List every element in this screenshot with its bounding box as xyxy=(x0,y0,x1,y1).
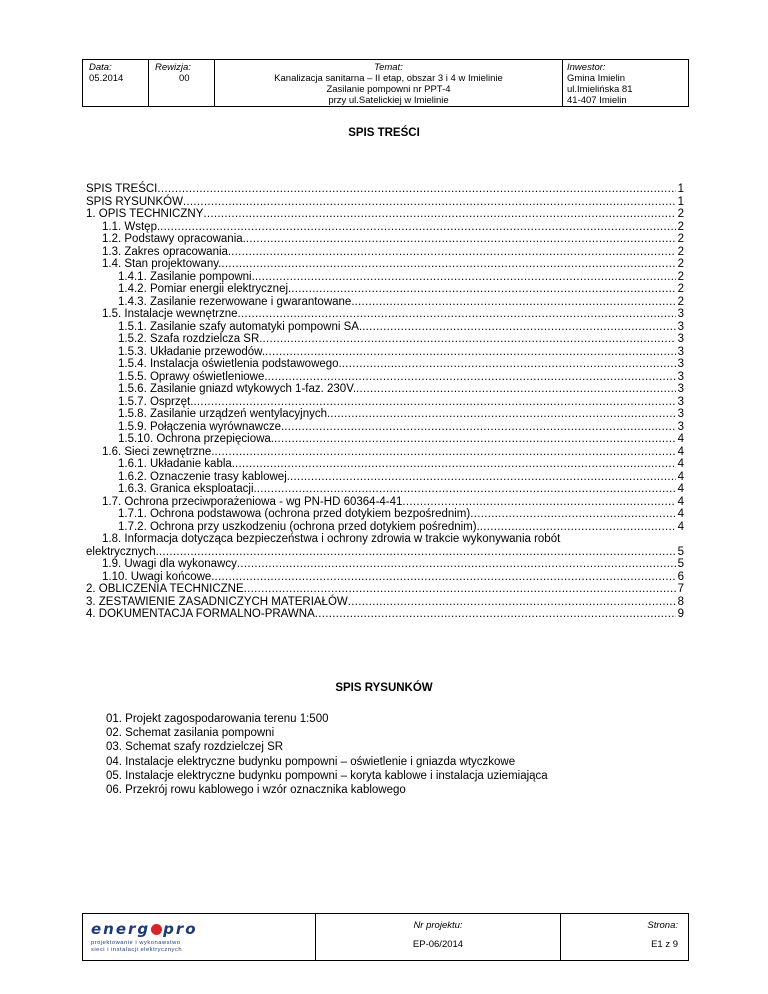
toc-dot-leader xyxy=(284,421,675,434)
toc-entry-page: 2 xyxy=(677,233,684,245)
toc-entry-title: 1.7.2. Ochrona przy uszkodzeniu (ochrona przed dotykiem pośrednim). xyxy=(118,520,480,533)
toc-entry[interactable] xyxy=(86,433,684,446)
toc-entry[interactable] xyxy=(86,421,684,434)
toc-entry[interactable] xyxy=(86,446,684,459)
toc-entry-title: 1.5.2. Szafa rozdzielcza SR. xyxy=(118,333,263,345)
toc-entry-title: 1.10. Uwagi końcowe. xyxy=(102,570,215,583)
footer-table xyxy=(82,913,689,961)
toc-entry-page: 8 xyxy=(677,595,684,608)
toc-dot-leader xyxy=(231,246,675,259)
toc-entry-page: 5 xyxy=(677,558,684,570)
logo-wordmark: energ pro xyxy=(91,920,198,938)
toc-entry-page: 7 xyxy=(677,583,684,595)
toc-dot-leader xyxy=(402,496,675,509)
toc-entry[interactable] xyxy=(86,258,684,271)
toc-entry-title: 2. OBLICZENIA TECHNICZNE xyxy=(86,583,244,595)
toc-entry[interactable] xyxy=(86,571,684,584)
toc-entry-title: 1.5.5. Oprawy oświetleniowe. xyxy=(118,370,268,383)
toc-entry-title: 1.6.3. Granica eksploatacji. xyxy=(118,483,257,495)
toc-entry-page: 4 xyxy=(677,520,684,533)
toc-entry-title: 1.2. Podstawy opracowania. xyxy=(102,233,246,245)
logo-subtitle: sieci i instalacji elektrycznych xyxy=(91,947,183,953)
toc-entry-page: 9 xyxy=(677,608,684,620)
toc-entry-page: 3 xyxy=(677,408,684,420)
drawing-item: 01. Projekt zagospodarowania terenu 1:500 xyxy=(106,713,329,725)
toc-entry[interactable] xyxy=(86,233,684,246)
toc-entry-title: 1.5.10. Ochrona przepięciowa. xyxy=(118,433,274,445)
toc-dot-leader xyxy=(342,358,676,371)
toc-dot-leader xyxy=(470,508,675,521)
toc-entry-title: SPIS TREŚCI xyxy=(86,183,158,195)
topic-line: Kanalizacja sanitarna – II etap, obszar 3 i 4 w Imielinie xyxy=(274,73,503,84)
investor-line: ul.Imielińska 81 xyxy=(567,84,633,95)
toc-dot-leader xyxy=(160,221,675,234)
toc-dot-leader xyxy=(159,546,676,559)
toc-dot-leader xyxy=(235,458,676,471)
toc-entry-title: 1.5.4. Instalacja oświetlenia podstawowego. xyxy=(118,358,342,370)
investor-cell xyxy=(563,60,688,106)
date-cell xyxy=(83,60,149,106)
toc-entry-page: 4 xyxy=(677,470,684,483)
toc-dot-leader xyxy=(274,433,676,446)
toc-entry-page: 3 xyxy=(677,345,684,358)
toc-entry-page: 4 xyxy=(677,508,684,520)
toc-dot-leader xyxy=(203,208,675,221)
toc-entry-title: elektrycznych. xyxy=(86,545,159,558)
toc-entry-page: 3 xyxy=(677,358,684,370)
toc-entry-title: 1.6. Sieci zewnętrzne. xyxy=(102,445,215,458)
toc-dot-leader xyxy=(244,583,676,596)
toc-entry-page: 3 xyxy=(677,320,684,333)
drawings-heading: SPIS RYSUNKÓW xyxy=(335,682,433,694)
toc-dot-leader xyxy=(221,258,675,271)
toc-entry-title: 1.5.9. Połączenia wyrównawcze. xyxy=(118,420,285,433)
toc-entry-page: 4 xyxy=(677,495,684,508)
investor-line: 41-407 Imielin xyxy=(567,95,627,106)
toc-entry-title: 1.6.2. Oznaczenie trasy kablowej. xyxy=(118,470,290,483)
toc-dot-leader xyxy=(262,333,675,346)
toc-entry[interactable] xyxy=(86,321,684,334)
toc-entry-title: 1.5.8. Zasilanie urządzeń wentylacyjnych. xyxy=(118,408,331,420)
toc-entry-title: 1.8. Informacja dotycząca bezpieczeństwa i ochrony zdrowia w trakcie wykonywania robót xyxy=(102,533,561,545)
toc-entry-title: SPIS RYSUNKÓW xyxy=(86,195,183,208)
toc-entry-title: 1.7.1. Ochrona podstawowa (ochrona przed dotykiem bezpośrednim) xyxy=(118,508,471,520)
toc-entry[interactable] xyxy=(86,533,684,546)
topic-line: Zasilanie pompowni nr PPT-4 xyxy=(326,84,451,95)
toc-dot-leader xyxy=(215,446,676,459)
toc-entry[interactable] xyxy=(86,271,684,284)
toc-heading: SPIS TREŚCI xyxy=(348,127,420,139)
toc-entry[interactable] xyxy=(86,546,684,559)
toc-dot-leader xyxy=(257,483,676,496)
revision-value: 00 xyxy=(179,73,190,84)
toc-entry[interactable] xyxy=(86,558,684,571)
toc-entry[interactable] xyxy=(86,371,684,384)
toc-entry[interactable] xyxy=(86,221,684,234)
toc-entry-title: 4. DOKUMENTACJA FORMALNO-PRAWNA xyxy=(86,608,315,620)
investor-line: Gmina Imielin xyxy=(567,73,626,84)
toc-dot-leader xyxy=(255,271,676,284)
toc-entry-page: 1 xyxy=(677,195,684,208)
toc-entry-page: 2 xyxy=(677,295,684,308)
toc-entry-title: 1.9. Uwagi dla wykonawcy xyxy=(102,558,237,570)
toc-entry-page: 4 xyxy=(677,483,684,495)
toc-entry-page: 2 xyxy=(677,220,684,233)
topic-cell xyxy=(215,60,563,106)
toc-dot-leader xyxy=(238,308,676,321)
toc-entry-title: 1.3. Zakres opracowania. xyxy=(102,245,232,258)
toc-entry-title: 1.5.3. Układanie przewodów. xyxy=(118,345,266,358)
toc-entry[interactable] xyxy=(86,296,684,309)
topic-label: Temat: xyxy=(374,62,403,73)
toc-entry-page: 4 xyxy=(677,433,684,445)
toc-entry-title: 1.4.2. Pomiar energii elektrycznej. xyxy=(118,283,292,295)
toc-entry[interactable] xyxy=(86,521,684,534)
toc-entry-title: 1.6.1. Układanie kabla. xyxy=(118,458,235,470)
toc-entry-page: 2 xyxy=(677,283,684,295)
drawing-item: 06. Przekrój rowu kablowego i wzór oznacznika kablowego xyxy=(106,784,406,797)
toc-dot-leader xyxy=(265,346,676,359)
toc-entry-page: 2 xyxy=(677,258,684,270)
toc-dot-leader xyxy=(355,296,676,309)
toc-entry[interactable] xyxy=(86,483,684,496)
toc-entry[interactable] xyxy=(86,471,684,484)
page-cell xyxy=(561,914,688,960)
toc-dot-leader xyxy=(157,183,675,196)
table-of-contents xyxy=(86,183,684,621)
toc-entry[interactable] xyxy=(86,183,684,196)
logo-subtitle: projektowanie i wykonawstwo xyxy=(91,940,181,946)
revision-cell xyxy=(149,60,215,106)
logo-dot-icon xyxy=(151,924,162,935)
toc-entry[interactable] xyxy=(86,208,684,221)
toc-entry-title: 1.4.3. Zasilanie rezerwowane i gwarantowane. xyxy=(118,295,355,308)
drawings-list xyxy=(106,712,548,797)
toc-entry-page: 4 xyxy=(677,445,684,458)
toc-entry-title: 1.5. Instalacje wewnętrzne xyxy=(102,308,238,320)
company-logo xyxy=(91,921,213,955)
toc-entry[interactable] xyxy=(86,358,684,371)
toc-entry-page: 1 xyxy=(677,183,684,195)
date-value: 05.2014 xyxy=(89,73,124,84)
toc-entry-title: 1.5.1. Zasilanie szafy automatyki pompowni SA. xyxy=(118,320,363,333)
toc-dot-leader xyxy=(362,321,675,334)
toc-entry-title: 1.5.7. Osprzęt. xyxy=(118,395,194,408)
toc-entry-page: 3 xyxy=(677,395,684,408)
project-label: Nr projektu: xyxy=(413,920,463,931)
toc-dot-leader xyxy=(268,371,676,384)
toc-entry-page: 6 xyxy=(677,570,684,583)
drawing-item: 04. Instalacje elektryczne budynku pompowni – oświetlenie i gniazda wtyczkowe xyxy=(106,755,516,768)
topic-line: przy ul.Satelickiej w Imielinie xyxy=(328,95,449,106)
toc-entry[interactable] xyxy=(86,333,684,346)
toc-dot-leader xyxy=(290,471,676,484)
toc-entry-title: 1.4. Stan projektowany. xyxy=(102,258,222,270)
toc-entry[interactable] xyxy=(86,508,684,521)
toc-entry-title: 1.7. Ochrona przeciwporażeniowa - wg PN-HD 60364-4-41 xyxy=(102,495,403,508)
date-label: Data: xyxy=(89,62,112,73)
toc-entry[interactable] xyxy=(86,596,684,609)
toc-entry-title: 1. OPIS TECHNICZNY xyxy=(86,208,204,220)
toc-dot-leader xyxy=(356,383,676,396)
toc-entry-page: 3 xyxy=(677,420,684,433)
toc-entry[interactable] xyxy=(86,608,684,621)
toc-entry[interactable] xyxy=(86,583,684,596)
toc-entry-title: 1.1. Wstęp. xyxy=(102,220,161,233)
toc-entry[interactable] xyxy=(86,308,684,321)
toc-entry[interactable] xyxy=(86,346,684,359)
toc-entry-title: 1.4.1. Zasilanie pompowni. xyxy=(118,270,255,283)
logo-cell xyxy=(83,914,316,960)
investor-label: Inwestor: xyxy=(567,62,606,73)
toc-entry-page: 3 xyxy=(677,383,684,395)
toc-entry-page: 2 xyxy=(677,208,684,220)
toc-entry-title: 3. ZESTAWIENIE ZASADNICZYCH MATERIAŁÓW xyxy=(86,595,348,608)
toc-entry-page: 3 xyxy=(677,333,684,345)
toc-entry[interactable] xyxy=(86,196,684,209)
toc-entry-page: 2 xyxy=(677,245,684,258)
drawing-item: 02. Schemat zasilania pompowni xyxy=(106,727,275,740)
toc-dot-leader xyxy=(330,408,675,421)
toc-entry-page: 3 xyxy=(677,308,684,320)
project-value: EP-06/2014 xyxy=(412,939,464,950)
toc-entry-page: 2 xyxy=(677,270,684,283)
toc-entry[interactable] xyxy=(86,396,684,409)
toc-entry[interactable] xyxy=(86,496,684,509)
drawing-item: 03. Schemat szafy rozdzielczej SR xyxy=(106,741,284,754)
toc-entry-page: 5 xyxy=(677,545,684,558)
toc-entry[interactable] xyxy=(86,458,684,471)
toc-entry[interactable] xyxy=(86,246,684,259)
toc-dot-leader xyxy=(237,558,676,571)
revision-label: Rewizja: xyxy=(155,62,191,73)
project-cell xyxy=(316,914,561,960)
toc-entry[interactable] xyxy=(86,383,684,396)
toc-dot-leader xyxy=(291,283,675,296)
toc-dot-leader xyxy=(246,233,676,246)
toc-entry-page: 3 xyxy=(677,370,684,383)
page-label: Strona: xyxy=(647,920,678,931)
toc-dot-leader xyxy=(348,596,676,609)
toc-dot-leader xyxy=(215,571,676,584)
toc-dot-leader xyxy=(193,396,675,409)
toc-entry[interactable] xyxy=(86,408,684,421)
drawing-item: 05. Instalacje elektryczne budynku pompowni – koryta kablowe i instalacja uziemiająca xyxy=(106,769,548,782)
toc-entry-title: 1.5.6. Zasilanie gniazd wtykowych 1-faz. 230V. xyxy=(118,383,357,395)
header-table xyxy=(82,59,689,107)
toc-entry-page: 4 xyxy=(677,458,684,470)
toc-dot-leader xyxy=(315,608,676,621)
page-value: E1 z 9 xyxy=(651,939,678,950)
toc-entry[interactable] xyxy=(86,283,684,296)
toc-dot-leader xyxy=(183,196,676,209)
toc-dot-leader xyxy=(480,521,676,534)
